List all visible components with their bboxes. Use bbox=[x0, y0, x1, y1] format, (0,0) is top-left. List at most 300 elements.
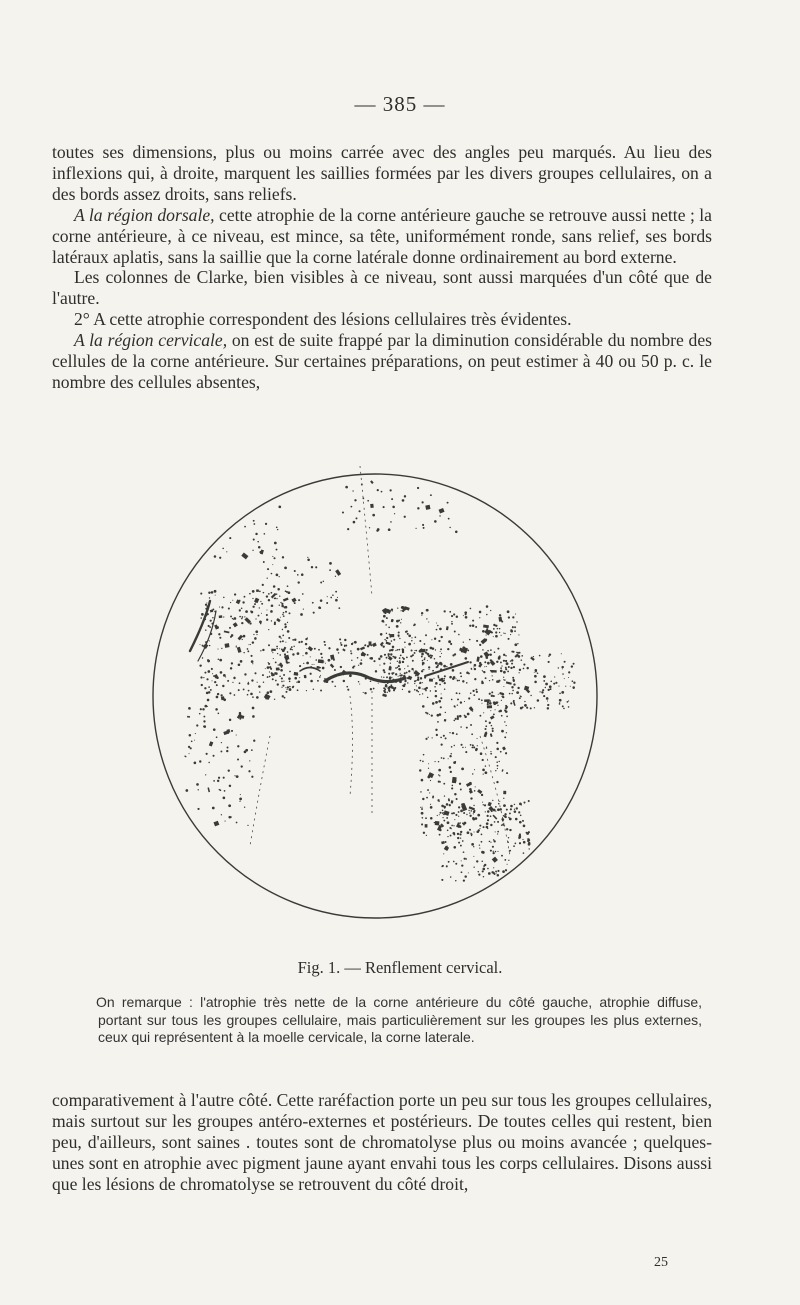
stipple-mark bbox=[298, 641, 300, 643]
stipple-mark bbox=[358, 665, 359, 666]
stipple-mark bbox=[284, 653, 286, 655]
stipple-mark bbox=[503, 671, 506, 674]
stipple-mark bbox=[361, 659, 362, 660]
stipple-mark bbox=[354, 641, 357, 644]
stipple-mark bbox=[446, 626, 449, 630]
stipple-mark bbox=[324, 644, 326, 646]
stipple-mark bbox=[492, 728, 494, 730]
stipple-mark bbox=[460, 831, 462, 833]
stipple-mark bbox=[512, 690, 514, 692]
stipple-mark bbox=[422, 682, 423, 683]
stipple-mark bbox=[453, 812, 455, 814]
stipple-mark bbox=[395, 673, 397, 675]
stipple-mark bbox=[482, 769, 485, 772]
stipple-mark bbox=[504, 813, 506, 815]
stipple-mark bbox=[250, 693, 253, 696]
stipple-mark bbox=[568, 706, 570, 708]
stipple-mark bbox=[514, 810, 517, 813]
stipple-mark bbox=[247, 648, 249, 650]
stipple-mark bbox=[352, 490, 353, 491]
stipple-mark bbox=[421, 779, 424, 782]
stipple-mark bbox=[499, 632, 500, 633]
stipple-mark bbox=[402, 499, 405, 502]
stipple-mark bbox=[267, 578, 268, 579]
stipple-mark bbox=[203, 726, 204, 727]
stipple-mark bbox=[229, 785, 231, 787]
stipple-mark bbox=[404, 680, 406, 682]
stipple-mark bbox=[281, 677, 283, 679]
stipple-mark bbox=[436, 734, 438, 736]
stipple-mark bbox=[437, 815, 438, 816]
stipple-mark bbox=[289, 681, 291, 683]
stipple-mark bbox=[483, 876, 484, 877]
stipple-mark bbox=[232, 618, 233, 619]
stipple-mark bbox=[288, 657, 289, 658]
stipple-mark bbox=[357, 648, 360, 651]
stipple-mark bbox=[505, 668, 507, 670]
stipple-mark bbox=[240, 660, 243, 663]
stipple-mark bbox=[444, 807, 446, 809]
stipple-mark bbox=[256, 589, 259, 591]
stipple-mark bbox=[449, 676, 452, 679]
stipple-mark bbox=[490, 815, 492, 817]
stipple-mark bbox=[571, 665, 573, 667]
stipple-mark bbox=[297, 689, 299, 691]
stipple-mark bbox=[252, 590, 255, 593]
stipple-mark bbox=[229, 692, 231, 694]
stipple-mark bbox=[236, 775, 239, 778]
stipple-mark bbox=[496, 742, 498, 744]
stipple-mark bbox=[471, 733, 473, 735]
stipple-mark bbox=[446, 817, 448, 819]
stipple-mark bbox=[504, 660, 505, 661]
stipple-mark bbox=[255, 618, 256, 619]
stipple-mark bbox=[537, 699, 540, 702]
stipple-mark bbox=[254, 598, 259, 603]
stipple-mark bbox=[455, 863, 457, 865]
stipple-mark bbox=[282, 649, 285, 652]
stipple-mark bbox=[568, 671, 570, 673]
stipple-mark bbox=[448, 640, 451, 643]
stipple-mark bbox=[561, 666, 563, 668]
stipple-mark bbox=[263, 561, 265, 563]
stipple-mark bbox=[506, 772, 508, 774]
stipple-mark bbox=[506, 864, 507, 865]
stipple-mark bbox=[472, 624, 475, 627]
stipple-mark bbox=[254, 637, 257, 640]
stipple-mark bbox=[482, 670, 483, 671]
stipple-mark bbox=[553, 683, 555, 685]
stipple-mark bbox=[427, 697, 429, 699]
stipple-mark bbox=[563, 708, 565, 710]
stipple-mark bbox=[473, 866, 474, 867]
stipple-mark bbox=[390, 489, 392, 491]
stipple-mark bbox=[428, 768, 429, 769]
stipple-mark bbox=[485, 638, 488, 641]
stipple-mark bbox=[523, 841, 526, 844]
stipple-mark bbox=[449, 527, 450, 528]
stipple-mark bbox=[490, 715, 495, 719]
stipple-mark bbox=[248, 770, 250, 772]
stipple-mark bbox=[391, 608, 393, 610]
stipple-mark bbox=[347, 689, 349, 691]
stipple-mark bbox=[273, 557, 275, 559]
stipple-mark bbox=[545, 683, 548, 686]
stipple-mark bbox=[221, 742, 222, 743]
stipple-mark bbox=[465, 616, 468, 619]
stipple-mark bbox=[528, 800, 530, 802]
stipple-mark bbox=[247, 825, 248, 826]
stipple-mark bbox=[325, 663, 326, 664]
stipple-mark bbox=[260, 601, 261, 602]
stipple-mark bbox=[199, 713, 201, 715]
stipple-mark bbox=[474, 664, 477, 667]
stipple-mark bbox=[420, 760, 422, 762]
stipple-mark bbox=[276, 648, 277, 649]
stipple-mark bbox=[276, 549, 278, 551]
stipple-mark bbox=[513, 666, 515, 668]
stipple-mark bbox=[439, 515, 440, 516]
stipple-mark bbox=[243, 635, 246, 638]
stipple-mark bbox=[497, 833, 498, 834]
stipple-mark bbox=[510, 634, 511, 635]
stipple-mark bbox=[432, 797, 434, 799]
stipple-mark bbox=[523, 668, 525, 670]
stipple-mark bbox=[334, 669, 336, 671]
stipple-mark bbox=[449, 732, 450, 733]
stipple-mark bbox=[514, 643, 517, 646]
stipple-mark bbox=[407, 682, 408, 683]
stipple-mark bbox=[474, 678, 476, 680]
stipple-mark bbox=[548, 689, 550, 691]
stipple-mark bbox=[434, 686, 436, 688]
stipple-mark bbox=[283, 615, 285, 617]
stipple-mark bbox=[573, 682, 575, 684]
stipple-mark bbox=[389, 634, 394, 637]
stipple-mark bbox=[308, 646, 313, 651]
stipple-mark bbox=[451, 623, 453, 625]
stipple-mark bbox=[482, 649, 484, 651]
stipple-mark bbox=[306, 662, 309, 665]
stipple-mark bbox=[440, 636, 442, 638]
stipple-mark bbox=[333, 659, 335, 661]
stipple-mark bbox=[215, 708, 218, 711]
stipple-mark bbox=[288, 591, 291, 594]
stipple-mark bbox=[512, 677, 514, 679]
stipple-mark bbox=[483, 804, 484, 805]
stipple-mark bbox=[280, 617, 281, 618]
stipple-mark bbox=[282, 556, 284, 558]
stipple-mark bbox=[518, 811, 520, 813]
stipple-mark bbox=[438, 700, 441, 703]
stipple-mark bbox=[219, 557, 221, 559]
stipple-mark bbox=[439, 508, 445, 514]
stipple-mark bbox=[415, 675, 417, 677]
stipple-mark bbox=[209, 741, 214, 746]
stipple-mark bbox=[206, 603, 207, 604]
stipple-mark bbox=[297, 581, 299, 583]
stipple-mark bbox=[421, 823, 423, 825]
stipple-mark bbox=[509, 812, 511, 814]
stipple-mark bbox=[418, 686, 421, 689]
stipple-mark bbox=[453, 825, 454, 826]
stipple-mark bbox=[456, 692, 458, 694]
stipple-mark bbox=[239, 600, 241, 602]
stipple-mark bbox=[211, 668, 213, 670]
stipple-mark bbox=[411, 640, 412, 641]
stipple-mark bbox=[318, 649, 320, 651]
stipple-mark bbox=[476, 860, 478, 862]
stipple-mark bbox=[424, 688, 426, 690]
stipple-mark bbox=[494, 821, 496, 823]
stipple-mark bbox=[201, 684, 203, 686]
stipple-mark bbox=[496, 873, 497, 874]
stipple-mark bbox=[443, 735, 445, 737]
stipple-mark bbox=[502, 870, 505, 873]
stipple-mark bbox=[237, 759, 239, 761]
stipple-mark bbox=[514, 626, 516, 628]
stipple-mark bbox=[452, 785, 454, 787]
stipple-mark bbox=[451, 621, 452, 622]
stipple-mark bbox=[428, 737, 429, 738]
stipple-mark bbox=[486, 747, 488, 749]
paragraph-dorsal bbox=[52, 205, 712, 268]
stipple-mark bbox=[524, 701, 525, 702]
stipple-mark bbox=[214, 681, 216, 683]
stipple-mark bbox=[255, 630, 258, 633]
stipple-mark bbox=[457, 822, 459, 824]
stipple-mark bbox=[261, 613, 262, 614]
stipple-mark bbox=[487, 707, 488, 708]
stipple-mark bbox=[188, 753, 189, 754]
stipple-mark bbox=[351, 660, 352, 661]
stipple-mark bbox=[391, 677, 392, 678]
stipple-mark bbox=[287, 651, 289, 653]
stipple-mark bbox=[440, 737, 442, 739]
stipple-mark bbox=[429, 669, 430, 670]
stipple-mark bbox=[260, 623, 262, 625]
stipple-mark bbox=[480, 655, 483, 658]
stipple-mark bbox=[454, 631, 456, 633]
stipple-mark bbox=[225, 676, 226, 677]
stipple-mark bbox=[489, 680, 490, 681]
stipple-mark bbox=[379, 664, 380, 665]
stipple-mark bbox=[252, 550, 253, 551]
stipple-mark bbox=[543, 695, 545, 697]
stipple-mark bbox=[424, 643, 426, 645]
stipple-mark bbox=[387, 692, 388, 693]
stipple-mark bbox=[223, 674, 226, 677]
stipple-mark bbox=[460, 726, 462, 728]
region-dorsal-lead: A la région dorsale, bbox=[74, 204, 215, 225]
stipple-mark bbox=[383, 621, 384, 622]
stipple-mark bbox=[381, 676, 382, 677]
stipple-mark bbox=[495, 635, 498, 638]
stipple-mark bbox=[516, 654, 519, 657]
stipple-mark bbox=[361, 654, 363, 656]
stipple-mark bbox=[194, 762, 197, 765]
stipple-mark bbox=[383, 669, 385, 671]
stipple-mark bbox=[383, 677, 384, 678]
stipple-mark bbox=[422, 705, 425, 708]
stipple-mark bbox=[294, 677, 297, 680]
stipple-mark bbox=[490, 710, 491, 711]
stipple-mark bbox=[442, 810, 443, 811]
stipple-mark bbox=[470, 744, 472, 746]
stipple-mark bbox=[370, 480, 374, 484]
stipple-mark bbox=[450, 835, 452, 837]
stipple-mark bbox=[483, 671, 485, 673]
stipple-mark bbox=[504, 721, 505, 722]
stipple-mark bbox=[248, 690, 250, 692]
stipple-mark bbox=[506, 732, 507, 733]
stipple-mark bbox=[335, 576, 336, 577]
stipple-mark bbox=[508, 616, 510, 618]
stipple-mark bbox=[359, 684, 360, 685]
stipple-mark bbox=[237, 745, 239, 747]
stipple-mark bbox=[523, 664, 525, 666]
stipple-mark bbox=[435, 761, 436, 762]
stipple-mark bbox=[521, 655, 523, 657]
stipple-mark bbox=[468, 697, 470, 699]
stipple-mark bbox=[253, 740, 255, 742]
stipple-mark bbox=[272, 652, 273, 653]
stipple-mark bbox=[369, 657, 371, 659]
paragraph-dimensions: toutes ses dimensions, plus ou moins carrée avec des angles peu marqués. Au lieu des inflexions qui, à droite, marquent les saillies formées par les divers groupes cellulaires, on a des bords assez droits, sans reliefs. bbox=[52, 142, 712, 204]
stipple-mark bbox=[197, 808, 199, 810]
stipple-mark bbox=[269, 690, 272, 693]
stipple-mark bbox=[395, 650, 396, 651]
stipple-mark bbox=[378, 683, 379, 684]
stipple-mark bbox=[185, 756, 186, 757]
stipple-mark bbox=[229, 537, 231, 539]
stipple-mark bbox=[435, 682, 438, 685]
stipple-mark bbox=[241, 607, 243, 609]
stipple-mark bbox=[505, 660, 507, 662]
stipple-mark bbox=[522, 706, 524, 708]
stipple-mark bbox=[284, 623, 286, 625]
stipple-mark bbox=[506, 681, 512, 684]
stipple-mark bbox=[360, 646, 365, 650]
stipple-mark bbox=[268, 663, 270, 665]
stipple-mark bbox=[390, 653, 392, 655]
stipple-mark bbox=[455, 678, 456, 679]
stipple-mark bbox=[312, 602, 314, 604]
stipple-mark bbox=[398, 632, 400, 634]
stipple-mark bbox=[438, 780, 440, 782]
stipple-mark bbox=[320, 582, 322, 584]
stipple-mark bbox=[441, 744, 443, 746]
stipple-mark bbox=[464, 657, 467, 660]
stipple-mark bbox=[459, 680, 460, 681]
stipple-mark bbox=[415, 528, 416, 529]
stipple-mark bbox=[239, 798, 242, 801]
stipple-mark bbox=[511, 663, 513, 665]
stipple-mark bbox=[572, 686, 575, 689]
stipple-mark bbox=[482, 851, 485, 854]
stipple-mark bbox=[488, 802, 492, 807]
stipple-mark bbox=[419, 683, 420, 684]
stipple-mark bbox=[313, 612, 315, 614]
stipple-mark bbox=[258, 685, 260, 687]
stipple-mark bbox=[496, 748, 499, 751]
stipple-mark bbox=[406, 672, 408, 674]
stipple-mark bbox=[424, 657, 425, 658]
stipple-mark bbox=[389, 686, 391, 688]
stipple-mark bbox=[506, 725, 507, 726]
stipple-mark bbox=[312, 664, 313, 665]
stipple-mark bbox=[394, 687, 396, 689]
stipple-mark bbox=[481, 834, 483, 836]
stipple-mark bbox=[510, 667, 512, 669]
stipple-mark bbox=[285, 606, 288, 609]
stipple-mark bbox=[340, 666, 342, 668]
stipple-mark bbox=[499, 628, 501, 630]
stipple-mark bbox=[484, 804, 486, 806]
stipple-mark bbox=[425, 505, 430, 510]
stipple-mark bbox=[244, 616, 245, 617]
stipple-mark bbox=[208, 686, 210, 688]
stipple-mark bbox=[523, 825, 526, 828]
stipple-mark bbox=[494, 840, 496, 842]
stipple-mark bbox=[427, 660, 428, 661]
stipple-mark bbox=[475, 786, 476, 787]
stipple-mark bbox=[437, 625, 439, 627]
stipple-mark bbox=[389, 649, 394, 652]
stipple-mark bbox=[265, 523, 267, 525]
stipple-mark bbox=[259, 591, 261, 593]
stipple-mark bbox=[353, 521, 356, 524]
stipple-mark bbox=[441, 678, 442, 679]
stipple-mark bbox=[253, 538, 255, 540]
stipple-mark bbox=[464, 822, 466, 824]
stipple-mark bbox=[209, 645, 210, 646]
stipple-mark bbox=[438, 640, 440, 642]
stipple-mark bbox=[287, 622, 288, 623]
stipple-mark bbox=[442, 817, 443, 818]
stipple-mark bbox=[321, 657, 323, 659]
stipple-mark bbox=[362, 498, 364, 500]
stipple-mark bbox=[457, 698, 459, 700]
stipple-mark bbox=[503, 798, 504, 799]
stipple-mark bbox=[565, 686, 566, 687]
stipple-mark bbox=[422, 688, 423, 689]
stipple-mark bbox=[460, 701, 462, 703]
stipple-mark bbox=[399, 674, 401, 676]
stipple-mark bbox=[421, 615, 422, 616]
stipple-mark bbox=[445, 737, 447, 739]
stipple-mark bbox=[534, 672, 535, 673]
stipple-mark bbox=[199, 664, 201, 666]
stipple-mark bbox=[476, 657, 479, 662]
stipple-mark bbox=[570, 686, 571, 687]
stipple-mark bbox=[279, 676, 281, 678]
stipple-mark bbox=[460, 845, 462, 847]
stipple-mark bbox=[492, 679, 494, 681]
stipple-mark bbox=[422, 798, 424, 800]
stipple-mark bbox=[335, 569, 341, 576]
stipple-mark bbox=[414, 683, 415, 684]
stipple-mark bbox=[240, 794, 241, 795]
stipple-mark bbox=[287, 585, 289, 587]
stipple-mark bbox=[495, 631, 497, 633]
stipple-mark bbox=[252, 696, 254, 698]
stipple-mark bbox=[479, 611, 482, 614]
stipple-mark bbox=[426, 649, 428, 651]
stipple-mark bbox=[218, 658, 220, 660]
stipple-mark bbox=[474, 790, 476, 792]
stipple-mark bbox=[276, 646, 278, 648]
